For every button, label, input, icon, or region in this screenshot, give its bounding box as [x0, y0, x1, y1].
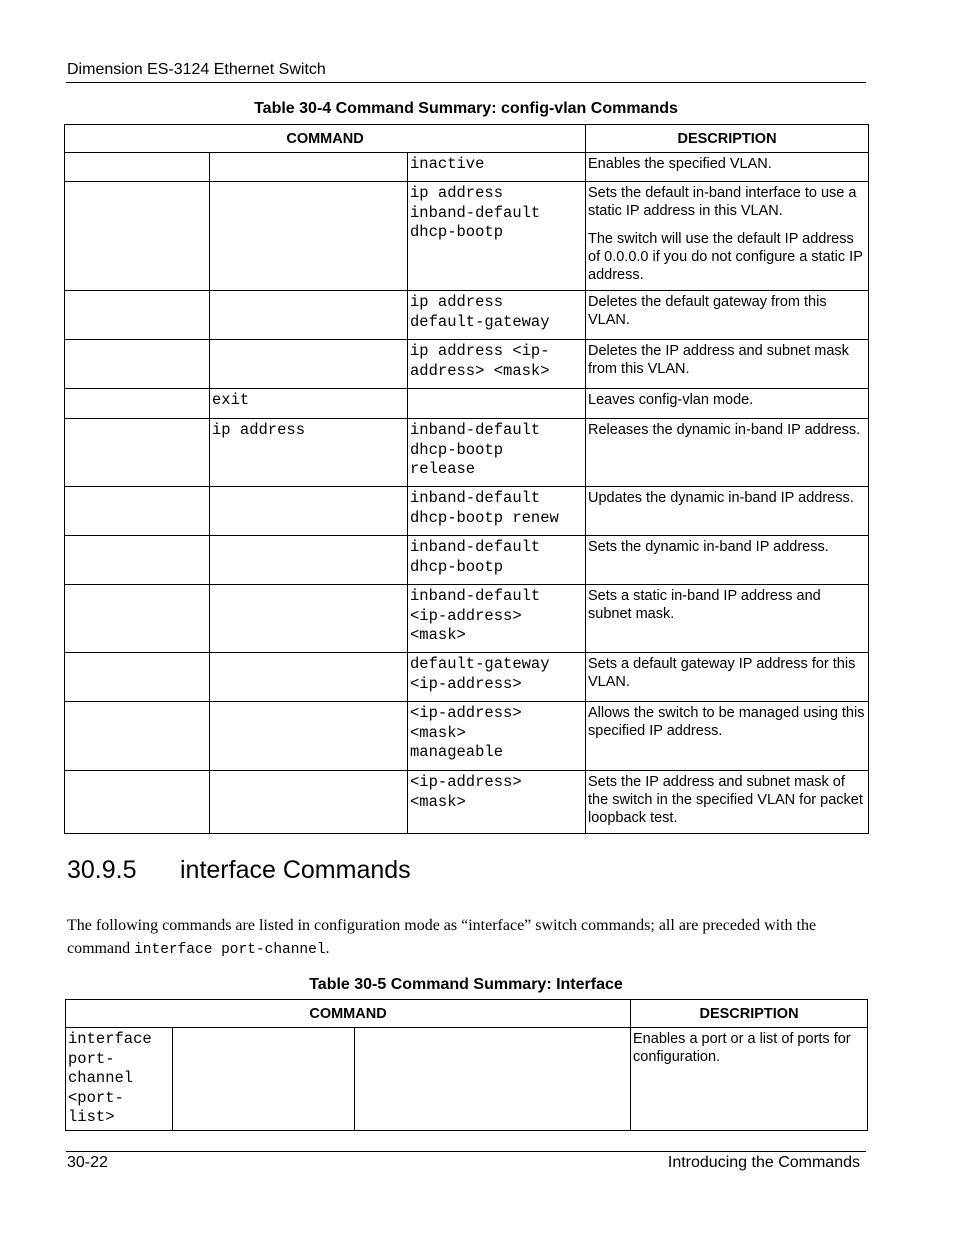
- description-text: Sets the IP address and subnet mask of the switch in the specified VLAN for packet loopback test.: [588, 774, 863, 826]
- description-cell: [586, 291, 869, 340]
- description-text: Sets a static in-band IP address and subnet mask.: [588, 588, 821, 622]
- command-cell-level-1: [65, 771, 210, 834]
- command-cell-level-1: [65, 585, 210, 653]
- command-cell-level-2: ip address: [210, 419, 408, 487]
- description-text: Deletes the default gateway from this VLAN.: [588, 294, 827, 328]
- description-cell: [631, 1028, 868, 1131]
- description-text: Sets the dynamic in-band IP address.: [588, 539, 829, 555]
- config-vlan-commands-table: [64, 124, 869, 834]
- intro-text: The following commands are listed in configuration mode as “interface” switch commands; all are preceded with the command: [67, 917, 817, 957]
- footer-page-number: 30-22: [67, 1154, 108, 1171]
- table-row: [66, 1028, 868, 1131]
- description-text: Sets the default in-band interface to use a static IP address in this VLAN.: [588, 185, 857, 219]
- command-cell-level-1: [65, 702, 210, 771]
- command-cell-level-3: ip address default-gateway: [408, 291, 586, 340]
- description-cell: [586, 771, 869, 834]
- command-cell-level-2: [210, 291, 408, 340]
- command-cell-level-2: [210, 585, 408, 653]
- command-cell-level-2: [210, 340, 408, 389]
- description-cell: [586, 702, 869, 771]
- description-cell: [586, 653, 869, 702]
- section-heading: [67, 856, 411, 885]
- running-header-title: Dimension ES-3124 Ethernet Switch: [67, 61, 326, 78]
- section-number: 30.9.5: [67, 856, 137, 884]
- command-cell-level-2: [173, 1028, 355, 1131]
- table-row: [65, 340, 869, 389]
- description-text: Allows the switch to be managed using this specified IP address.: [588, 705, 865, 739]
- command-cell-level-1: [65, 182, 210, 291]
- column-header-command: COMMAND: [65, 125, 586, 153]
- table-row: [65, 536, 869, 585]
- description-cell: [586, 487, 869, 536]
- column-header-command: COMMAND: [66, 1000, 631, 1028]
- intro-paragraph: [67, 914, 867, 962]
- description-text: The switch will use the default IP address of 0.0.0.0 if you do not configure a static IP address.: [588, 231, 863, 283]
- command-cell-level-1: [65, 291, 210, 340]
- table-row: [65, 389, 869, 419]
- table-row: [65, 291, 869, 340]
- description-cell: [586, 340, 869, 389]
- description-cell: [586, 585, 869, 653]
- command-cell-level-3: [408, 389, 586, 419]
- table-header-row: [65, 125, 869, 153]
- command-cell-level-1: [65, 389, 210, 419]
- intro-end: .: [325, 940, 330, 957]
- description-text: Enables a port or a list of ports for configuration.: [633, 1031, 851, 1065]
- table-row: [65, 702, 869, 771]
- command-cell-level-2: [210, 153, 408, 182]
- command-cell-level-3: inband-default dhcp-bootp renew: [408, 487, 586, 536]
- table-row: [65, 585, 869, 653]
- description-text: Leaves config-vlan mode.: [588, 392, 754, 408]
- command-cell-level-1: [65, 153, 210, 182]
- command-cell-level-2: [210, 702, 408, 771]
- column-header-description: DESCRIPTION: [631, 1000, 868, 1028]
- command-cell-level-3: ip address inband-default dhcp-bootp: [408, 182, 586, 291]
- command-cell-level-2: [210, 182, 408, 291]
- command-cell-level-3: inband-default dhcp-bootp release: [408, 419, 586, 487]
- column-header-description: DESCRIPTION: [586, 125, 869, 153]
- section-title: interface Commands: [180, 856, 411, 884]
- description-cell: [586, 419, 869, 487]
- command-cell-level-2: [210, 653, 408, 702]
- command-cell-level-1: [65, 487, 210, 536]
- command-cell-level-3: <ip-address> <mask>: [408, 771, 586, 834]
- command-cell-level-1: [65, 340, 210, 389]
- command-cell-level-2: [210, 487, 408, 536]
- table-row: [65, 153, 869, 182]
- description-text: Sets a default gateway IP address for this VLAN.: [588, 656, 856, 690]
- command-cell-level-3: inband-default <ip-address> <mask>: [408, 585, 586, 653]
- command-cell-level-1: [65, 419, 210, 487]
- command-cell-level-3: <ip-address> <mask> manageable: [408, 702, 586, 771]
- table-30-5-caption: Table 30-5 Command Summary: Interface: [309, 976, 623, 993]
- interface-commands-table: [65, 999, 868, 1131]
- description-text: Deletes the IP address and subnet mask from this VLAN.: [588, 343, 849, 377]
- description-text: Updates the dynamic in-band IP address.: [588, 490, 854, 506]
- description-cell: [586, 153, 869, 182]
- command-cell-level-3: inband-default dhcp-bootp: [408, 536, 586, 585]
- command-cell-level-1: [65, 536, 210, 585]
- table-30-4-caption: Table 30-4 Command Summary: config-vlan Commands: [254, 100, 678, 117]
- description-text: Enables the specified VLAN.: [588, 156, 772, 172]
- command-cell-level-1: interface port- channel <port- list>: [66, 1028, 173, 1131]
- command-cell-level-1: [65, 653, 210, 702]
- header-rule: [66, 82, 866, 83]
- footer-chapter-title: Introducing the Commands: [667, 1154, 860, 1171]
- command-cell-level-3: [355, 1028, 631, 1131]
- description-text: Releases the dynamic in-band IP address.: [588, 422, 861, 438]
- table-row: [65, 182, 869, 291]
- command-cell-level-3: default-gateway <ip-address>: [408, 653, 586, 702]
- command-cell-level-3: inactive: [408, 153, 586, 182]
- table-row: [65, 419, 869, 487]
- command-cell-level-2: exit: [210, 389, 408, 419]
- footer-rule: [66, 1151, 866, 1152]
- table-row: [65, 771, 869, 834]
- table-header-row: [66, 1000, 868, 1028]
- description-cell: [586, 182, 869, 291]
- description-cell: [586, 536, 869, 585]
- description-cell: [586, 389, 869, 419]
- table-row: [65, 653, 869, 702]
- command-cell-level-2: [210, 771, 408, 834]
- table-row: [65, 487, 869, 536]
- intro-command-code: interface port-channel: [134, 942, 326, 958]
- command-cell-level-2: [210, 536, 408, 585]
- command-cell-level-3: ip address <ip- address> <mask>: [408, 340, 586, 389]
